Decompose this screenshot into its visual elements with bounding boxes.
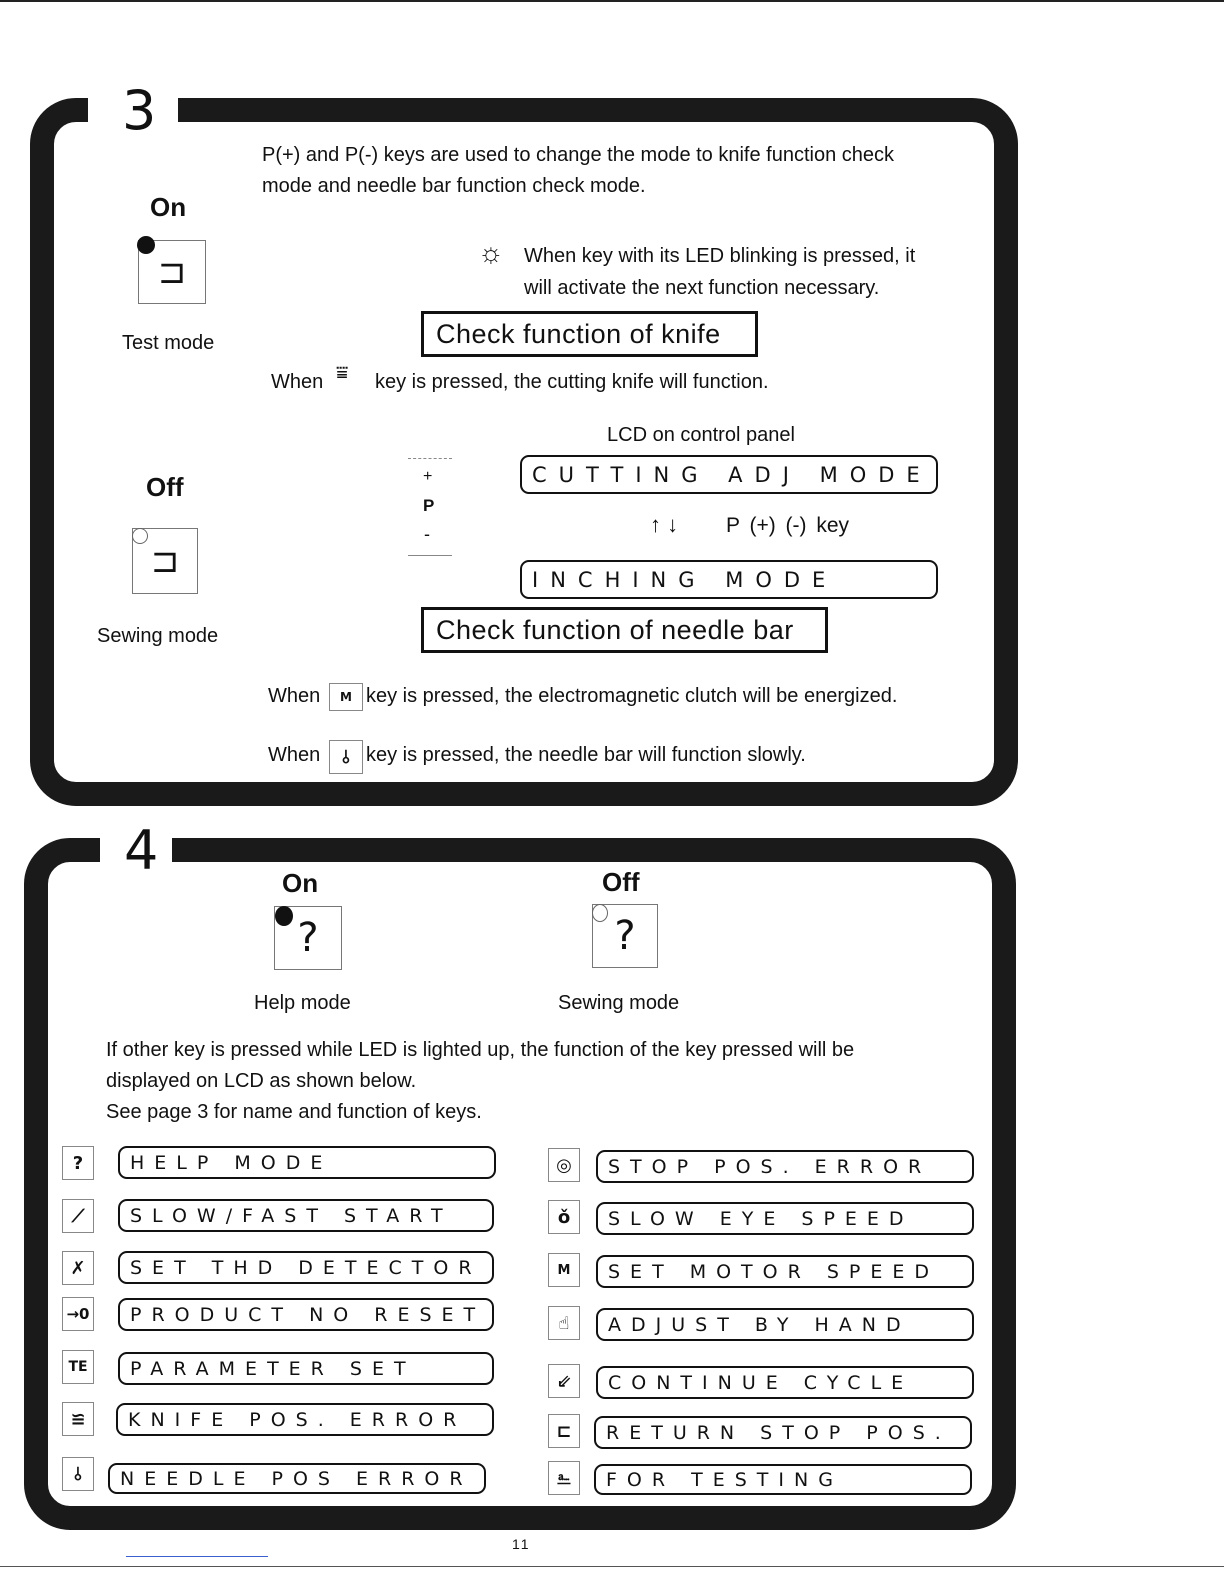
led-off-indicator <box>132 528 148 544</box>
desc-line-1: If other key is pressed while LED is lighted up, the function of the key pressed will be <box>106 1039 855 1061</box>
stop-pos-key: ◎ <box>548 1148 580 1182</box>
hand-adjust-key: ☝ <box>548 1306 580 1340</box>
bottom-link-underline <box>126 1556 268 1557</box>
up-down-arrows: ↑ ↓ <box>650 512 679 537</box>
lcd-needle-pos-error: NEEDLE POS ERROR <box>108 1463 486 1494</box>
slow-when: When <box>268 744 321 766</box>
knife-key: ≌ <box>62 1402 94 1436</box>
p-plus: + <box>423 468 433 485</box>
lcd-for-testing: FOR TESTING <box>594 1464 972 1495</box>
lcd-inching-mode: INCHING MODE <box>520 560 938 599</box>
hint-line-2: will activate the next function necessary. <box>524 277 880 299</box>
p-key-text: P (+) (-) key <box>726 514 850 537</box>
lcd-stop-pos-error: STOP POS. ERROR <box>596 1150 974 1183</box>
lcd-set-thd-detector: SET THD DETECTOR <box>118 1251 494 1284</box>
wrench-key-icon-off: ⊐ <box>150 541 180 581</box>
lcd-caption: LCD on control panel <box>607 424 795 446</box>
lcd-cutting-adj-mode: CUTTING ADJ MODE <box>520 455 938 494</box>
page-number: 11 <box>512 1536 531 1552</box>
led-on-indicator <box>137 236 155 254</box>
hint-line-1: When key with its LED blinking is pressed, it <box>524 245 916 267</box>
desc-line-2: displayed on LCD as shown below. <box>106 1070 417 1092</box>
lcd-parameter-set: PARAMETER SET <box>118 1352 494 1385</box>
thread-detector-key: ✗ <box>62 1251 94 1285</box>
bulb-icon: ☼ <box>478 237 504 268</box>
lcd-knife-pos-error: KNIFE POS. ERROR <box>116 1403 494 1436</box>
motor-key-icon: M <box>329 683 363 711</box>
knife-key-icon: ⩸ <box>336 362 349 384</box>
help-question-icon: ? <box>297 915 319 961</box>
on-label: On <box>150 192 187 222</box>
bottom-rule <box>0 1566 1224 1567</box>
knife-when: When <box>271 371 324 393</box>
lcd-product-no-reset: PRODUCT NO RESET <box>118 1298 494 1331</box>
lcd-adjust-by-hand: ADJUST BY HAND <box>596 1308 974 1341</box>
clutch-when: When <box>268 685 321 707</box>
help-led-on <box>275 906 293 926</box>
needle-key-icon: ⫰ <box>329 740 363 774</box>
lcd-continue-cycle: CONTINUE CYCLE <box>596 1366 974 1399</box>
slow-eye-key: ǒ <box>548 1200 580 1234</box>
section-3-number: 3 <box>122 79 157 142</box>
help-key-small: ? <box>62 1146 94 1180</box>
on-label-4: On <box>282 868 319 898</box>
p-letter: P <box>423 496 435 515</box>
parameter-key: TE <box>62 1350 94 1384</box>
sewing-mode-label-4: Sewing mode <box>558 992 680 1014</box>
slow-fast-key: ⟋ <box>62 1199 94 1233</box>
section-4-number: 4 <box>124 819 159 882</box>
help-question-icon-off: ? <box>614 913 636 959</box>
top-rule <box>0 0 1224 2</box>
motor-speed-key: M <box>548 1253 580 1287</box>
help-mode-label: Help mode <box>254 992 351 1014</box>
lcd-slow-fast-start: SLOW/FAST START <box>118 1199 494 1232</box>
knife-heading: Check function of knife <box>421 311 758 357</box>
testing-key: ⎁ <box>548 1461 580 1495</box>
needle-key: ⫰ <box>62 1457 94 1491</box>
wrench-key-icon: ⊐ <box>157 252 187 292</box>
lcd-set-motor-speed: SET MOTOR SPEED <box>596 1255 974 1288</box>
desc-line-3: See page 3 for name and function of keys. <box>106 1101 482 1123</box>
knife-text: key is pressed, the cutting knife will function. <box>375 371 769 393</box>
section-3-intro-line-2: mode and needle bar function check mode. <box>262 175 646 197</box>
off-label-4: Off <box>602 867 640 897</box>
clutch-text: key is pressed, the electromagnetic clutch will be energized. <box>366 685 898 707</box>
help-led-off <box>592 904 608 922</box>
p-minus: - <box>424 524 430 544</box>
product-reset-key: →0 <box>62 1297 94 1331</box>
return-stop-key: ⊏ <box>548 1414 580 1448</box>
needle-heading: Check function of needle bar <box>421 607 828 653</box>
off-label: Off <box>146 472 184 502</box>
section-3-intro-line-1: P(+) and P(-) keys are used to change the mode to knife function check <box>262 144 895 166</box>
test-mode-label: Test mode <box>122 332 215 354</box>
sewing-mode-label: Sewing mode <box>97 625 219 647</box>
lcd-slow-eye-speed: SLOW EYE SPEED <box>596 1202 974 1235</box>
slow-text: key is pressed, the needle bar will function slowly. <box>366 744 806 766</box>
continue-cycle-key: ⇙ <box>548 1364 580 1398</box>
lcd-help-mode: HELP MODE <box>118 1146 496 1179</box>
lcd-return-stop-pos: RETURN STOP POS. <box>594 1416 972 1449</box>
